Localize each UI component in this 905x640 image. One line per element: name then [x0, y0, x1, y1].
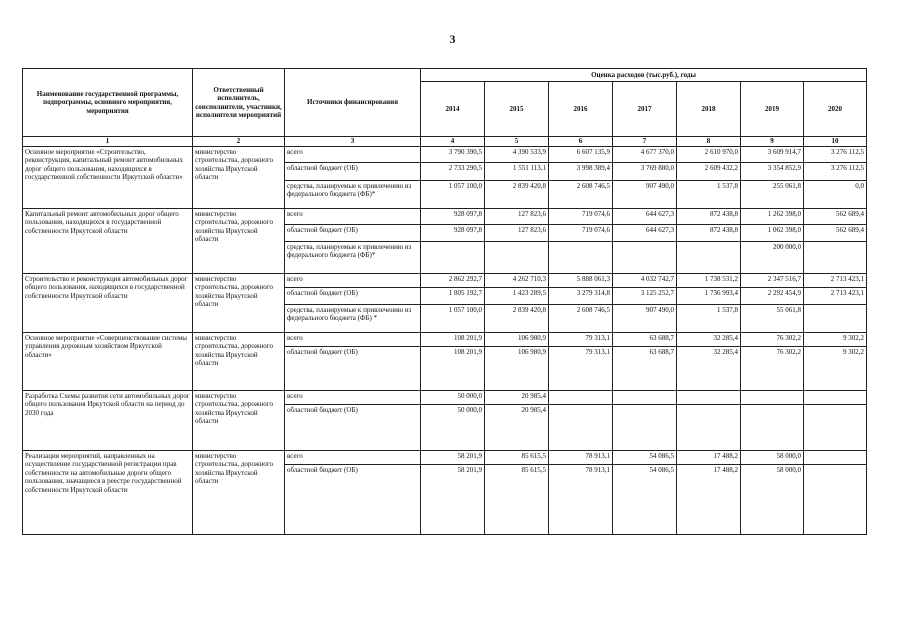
column-number: 5 — [485, 137, 549, 147]
expense-value — [804, 405, 867, 451]
funding-source: всего — [285, 147, 421, 163]
expense-value: 127 823,6 — [485, 209, 549, 225]
expense-value: 3 354 852,9 — [741, 163, 804, 181]
header-source: Источники финансирования — [285, 69, 421, 137]
activity-name: Основное мероприятие «Совершенствование системы управления дорожным хозяйством Иркутской области» — [23, 333, 193, 391]
expense-value — [549, 405, 613, 451]
activity-name: Разработка Схемы развития сети автомобильных дорог общего пользования Иркутской области на период до 2030 года — [23, 391, 193, 451]
expense-value: 4 677 370,0 — [613, 147, 677, 163]
expense-value: 9 302,2 — [804, 333, 867, 347]
page-number: 3 — [449, 32, 456, 46]
funding-source: средства, планируемые к привлечению из федерального бюджета (ФБ)* — [285, 242, 421, 274]
expense-value: 17 488,2 — [677, 465, 741, 535]
header-year: 2020 — [804, 82, 867, 137]
expense-value: 78 913,1 — [549, 451, 613, 465]
expense-value — [421, 242, 485, 274]
expense-value — [741, 405, 804, 451]
expense-value — [613, 405, 677, 451]
header-year: 2016 — [549, 82, 613, 137]
expense-value: 2 713 423,1 — [804, 288, 867, 305]
funding-source: всего — [285, 209, 421, 225]
expense-value: 106 980,9 — [485, 347, 549, 391]
funding-source: областной бюджет (ОБ) — [285, 405, 421, 451]
expense-value — [549, 391, 613, 405]
expense-value: 1 423 289,5 — [485, 288, 549, 305]
expense-value: 2 839 420,8 — [485, 305, 549, 333]
expense-value: 1 057 100,0 — [421, 305, 485, 333]
expense-value: 200 000,0 — [741, 242, 804, 274]
column-number: 1 — [23, 137, 193, 147]
funding-source: всего — [285, 274, 421, 288]
expense-value: 58 201,9 — [421, 465, 485, 535]
expense-value: 928 097,8 — [421, 225, 485, 242]
expense-value: 54 086,5 — [613, 465, 677, 535]
expense-value — [613, 391, 677, 405]
expense-value: 3 276 112,5 — [804, 163, 867, 181]
header-year: 2019 — [741, 82, 804, 137]
expense-value: 644 627,3 — [613, 225, 677, 242]
expense-value: 1 537,8 — [677, 305, 741, 333]
expense-value: 9 302,2 — [804, 347, 867, 391]
table-row — [23, 147, 867, 163]
expense-value: 2 862 292,7 — [421, 274, 485, 288]
header-name: Наименование государственной программы, подпрограммы, основного мероприятия, мероприятия — [23, 69, 193, 137]
header-year: 2015 — [485, 82, 549, 137]
expense-value: 63 688,7 — [613, 333, 677, 347]
expense-value: 58 000,0 — [741, 465, 804, 535]
expense-value — [804, 391, 867, 405]
funding-source: всего — [285, 391, 421, 405]
expense-value: 20 985,4 — [485, 391, 549, 405]
expense-value: 562 689,4 — [804, 225, 867, 242]
expense-value: 3 279 314,8 — [549, 288, 613, 305]
expense-value: 5 888 061,3 — [549, 274, 613, 288]
table-row — [23, 391, 867, 405]
expense-value: 872 438,8 — [677, 209, 741, 225]
expense-value — [677, 242, 741, 274]
expense-value: 3 125 252,7 — [613, 288, 677, 305]
expense-value: 2 292 454,9 — [741, 288, 804, 305]
expense-value: 17 488,2 — [677, 451, 741, 465]
expense-value: 1 537,8 — [677, 181, 741, 209]
expense-value: 50 000,0 — [421, 405, 485, 451]
expense-value: 106 980,9 — [485, 333, 549, 347]
funding-source: областной бюджет (ОБ) — [285, 288, 421, 305]
expense-value: 85 615,5 — [485, 451, 549, 465]
expense-value: 55 061,8 — [741, 305, 804, 333]
budget-table — [22, 68, 867, 535]
expense-value: 1 736 993,4 — [677, 288, 741, 305]
expense-value: 108 201,9 — [421, 333, 485, 347]
expense-value: 85 615,5 — [485, 465, 549, 535]
responsible-executor: министерство строительства, дорожного хозяйства Иркутской области — [193, 333, 285, 391]
expense-value: 1 057 100,0 — [421, 181, 485, 209]
column-number: 3 — [285, 137, 421, 147]
column-number: 2 — [193, 137, 285, 147]
responsible-executor: министерство строительства, дорожного хозяйства Иркутской области — [193, 209, 285, 274]
expense-value: 2 608 746,5 — [549, 305, 613, 333]
expense-value: 3 276 112,5 — [804, 147, 867, 163]
funding-source: областной бюджет (ОБ) — [285, 225, 421, 242]
expense-value: 1 062 398,0 — [741, 225, 804, 242]
expense-value: 872 438,8 — [677, 225, 741, 242]
activity-name: Капитальный ремонт автомобильных дорог общего пользования, находящихся в государственной собственности Иркутской области — [23, 209, 193, 274]
table-row — [23, 451, 867, 465]
table-row — [23, 274, 867, 288]
expense-value: 0,0 — [804, 181, 867, 209]
expense-value: 2 610 970,0 — [677, 147, 741, 163]
expense-value: 1 262 398,0 — [741, 209, 804, 225]
expense-value: 255 061,8 — [741, 181, 804, 209]
expense-value: 2 713 423,1 — [804, 274, 867, 288]
column-number-row — [23, 137, 867, 147]
table-body — [23, 147, 867, 535]
expense-value: 76 302,2 — [741, 347, 804, 391]
funding-source: средства, планируемые к привлечению из федерального бюджета (ФБ) * — [285, 305, 421, 333]
expense-value: 79 313,1 — [549, 347, 613, 391]
responsible-executor: министерство строительства, дорожного хозяйства Иркутской области — [193, 451, 285, 535]
expense-value: 907 490,0 — [613, 305, 677, 333]
expense-value: 3 790 390,5 — [421, 147, 485, 163]
expense-value: 6 607 135,9 — [549, 147, 613, 163]
expense-value: 20 985,4 — [485, 405, 549, 451]
header-year: 2018 — [677, 82, 741, 137]
expense-value: 2 608 746,5 — [549, 181, 613, 209]
expense-value: 719 074,6 — [549, 225, 613, 242]
funding-source: областной бюджет (ОБ) — [285, 163, 421, 181]
column-number: 6 — [549, 137, 613, 147]
expense-value: 76 302,2 — [741, 333, 804, 347]
expense-value: 78 913,1 — [549, 465, 613, 535]
expense-value: 2 609 432,2 — [677, 163, 741, 181]
header-row-top — [23, 69, 867, 82]
activity-name: Строительство и реконструкция автомобильных дорог общего пользования, находящихся в государственной собственности Иркутской области — [23, 274, 193, 333]
responsible-executor: министерство строительства, дорожного хозяйства Иркутской области — [193, 147, 285, 209]
funding-source: всего — [285, 333, 421, 347]
expense-value: 562 689,4 — [804, 209, 867, 225]
column-number: 4 — [421, 137, 485, 147]
column-number: 9 — [741, 137, 804, 147]
expense-value — [613, 242, 677, 274]
header-responsible: Ответственный исполнитель, соисполнители, участники, исполнители мероприятий — [193, 69, 285, 137]
expense-value: 58 000,0 — [741, 451, 804, 465]
expense-value — [804, 242, 867, 274]
expense-value: 63 688,7 — [613, 347, 677, 391]
expense-value: 1 551 113,1 — [485, 163, 549, 181]
table-row — [23, 209, 867, 225]
expense-value: 928 097,8 — [421, 209, 485, 225]
column-number: 7 — [613, 137, 677, 147]
funding-source: областной бюджет (ОБ) — [285, 347, 421, 391]
expense-value: 4 032 742,7 — [613, 274, 677, 288]
expense-value: 79 313,1 — [549, 333, 613, 347]
expense-value: 2 733 290,5 — [421, 163, 485, 181]
expense-value: 4 390 533,9 — [485, 147, 549, 163]
header-year: 2017 — [613, 82, 677, 137]
expense-value: 50 000,0 — [421, 391, 485, 405]
expense-value: 2 347 516,7 — [741, 274, 804, 288]
expense-value: 32 285,4 — [677, 333, 741, 347]
expense-value: 32 285,4 — [677, 347, 741, 391]
expense-value — [741, 391, 804, 405]
expense-value: 3 769 880,0 — [613, 163, 677, 181]
expense-value: 2 839 420,8 — [485, 181, 549, 209]
expense-value: 4 262 710,3 — [485, 274, 549, 288]
expense-value: 719 074,6 — [549, 209, 613, 225]
table-row — [23, 333, 867, 347]
expense-value — [549, 242, 613, 274]
column-number: 10 — [804, 137, 867, 147]
header-estimate: Оценка расходов (тыс.руб.), годы — [421, 69, 867, 82]
responsible-executor: министерство строительства, дорожного хозяйства Иркутской области — [193, 391, 285, 451]
funding-source: всего — [285, 451, 421, 465]
expense-value — [804, 451, 867, 465]
expense-value — [804, 465, 867, 535]
expense-value: 54 086,5 — [613, 451, 677, 465]
expense-value: 644 627,3 — [613, 209, 677, 225]
expense-value: 108 201,9 — [421, 347, 485, 391]
expense-value: 1 805 192,7 — [421, 288, 485, 305]
funding-source: областной бюджет (ОБ) — [285, 465, 421, 535]
expense-value — [677, 405, 741, 451]
activity-name: Основное мероприятие «Строительство, реконструкция, капитальный ремонт автомобильных дорог общего пользования, находящихся в государственной собственности Иркутской области» — [23, 147, 193, 209]
column-number: 8 — [677, 137, 741, 147]
expense-value — [677, 391, 741, 405]
expense-value: 907 490,0 — [613, 181, 677, 209]
expense-value: 3 998 389,4 — [549, 163, 613, 181]
expense-value — [804, 305, 867, 333]
responsible-executor: министерство строительства, дорожного хозяйства Иркутской области — [193, 274, 285, 333]
expense-value: 3 609 914,7 — [741, 147, 804, 163]
expense-value — [485, 242, 549, 274]
activity-name: Реализация мероприятий, направленных на осуществление государственной регистрации прав собственности на автомобильные дороги общего пользования, значащиеся в реестре государственной собственности Иркутской области — [23, 451, 193, 535]
funding-source: средства, планируемые к привлечению из федерального бюджета (ФБ)* — [285, 181, 421, 209]
expense-value: 127 823,6 — [485, 225, 549, 242]
expense-value: 58 201,9 — [421, 451, 485, 465]
expense-value: 1 738 531,2 — [677, 274, 741, 288]
header-year: 2014 — [421, 82, 485, 137]
